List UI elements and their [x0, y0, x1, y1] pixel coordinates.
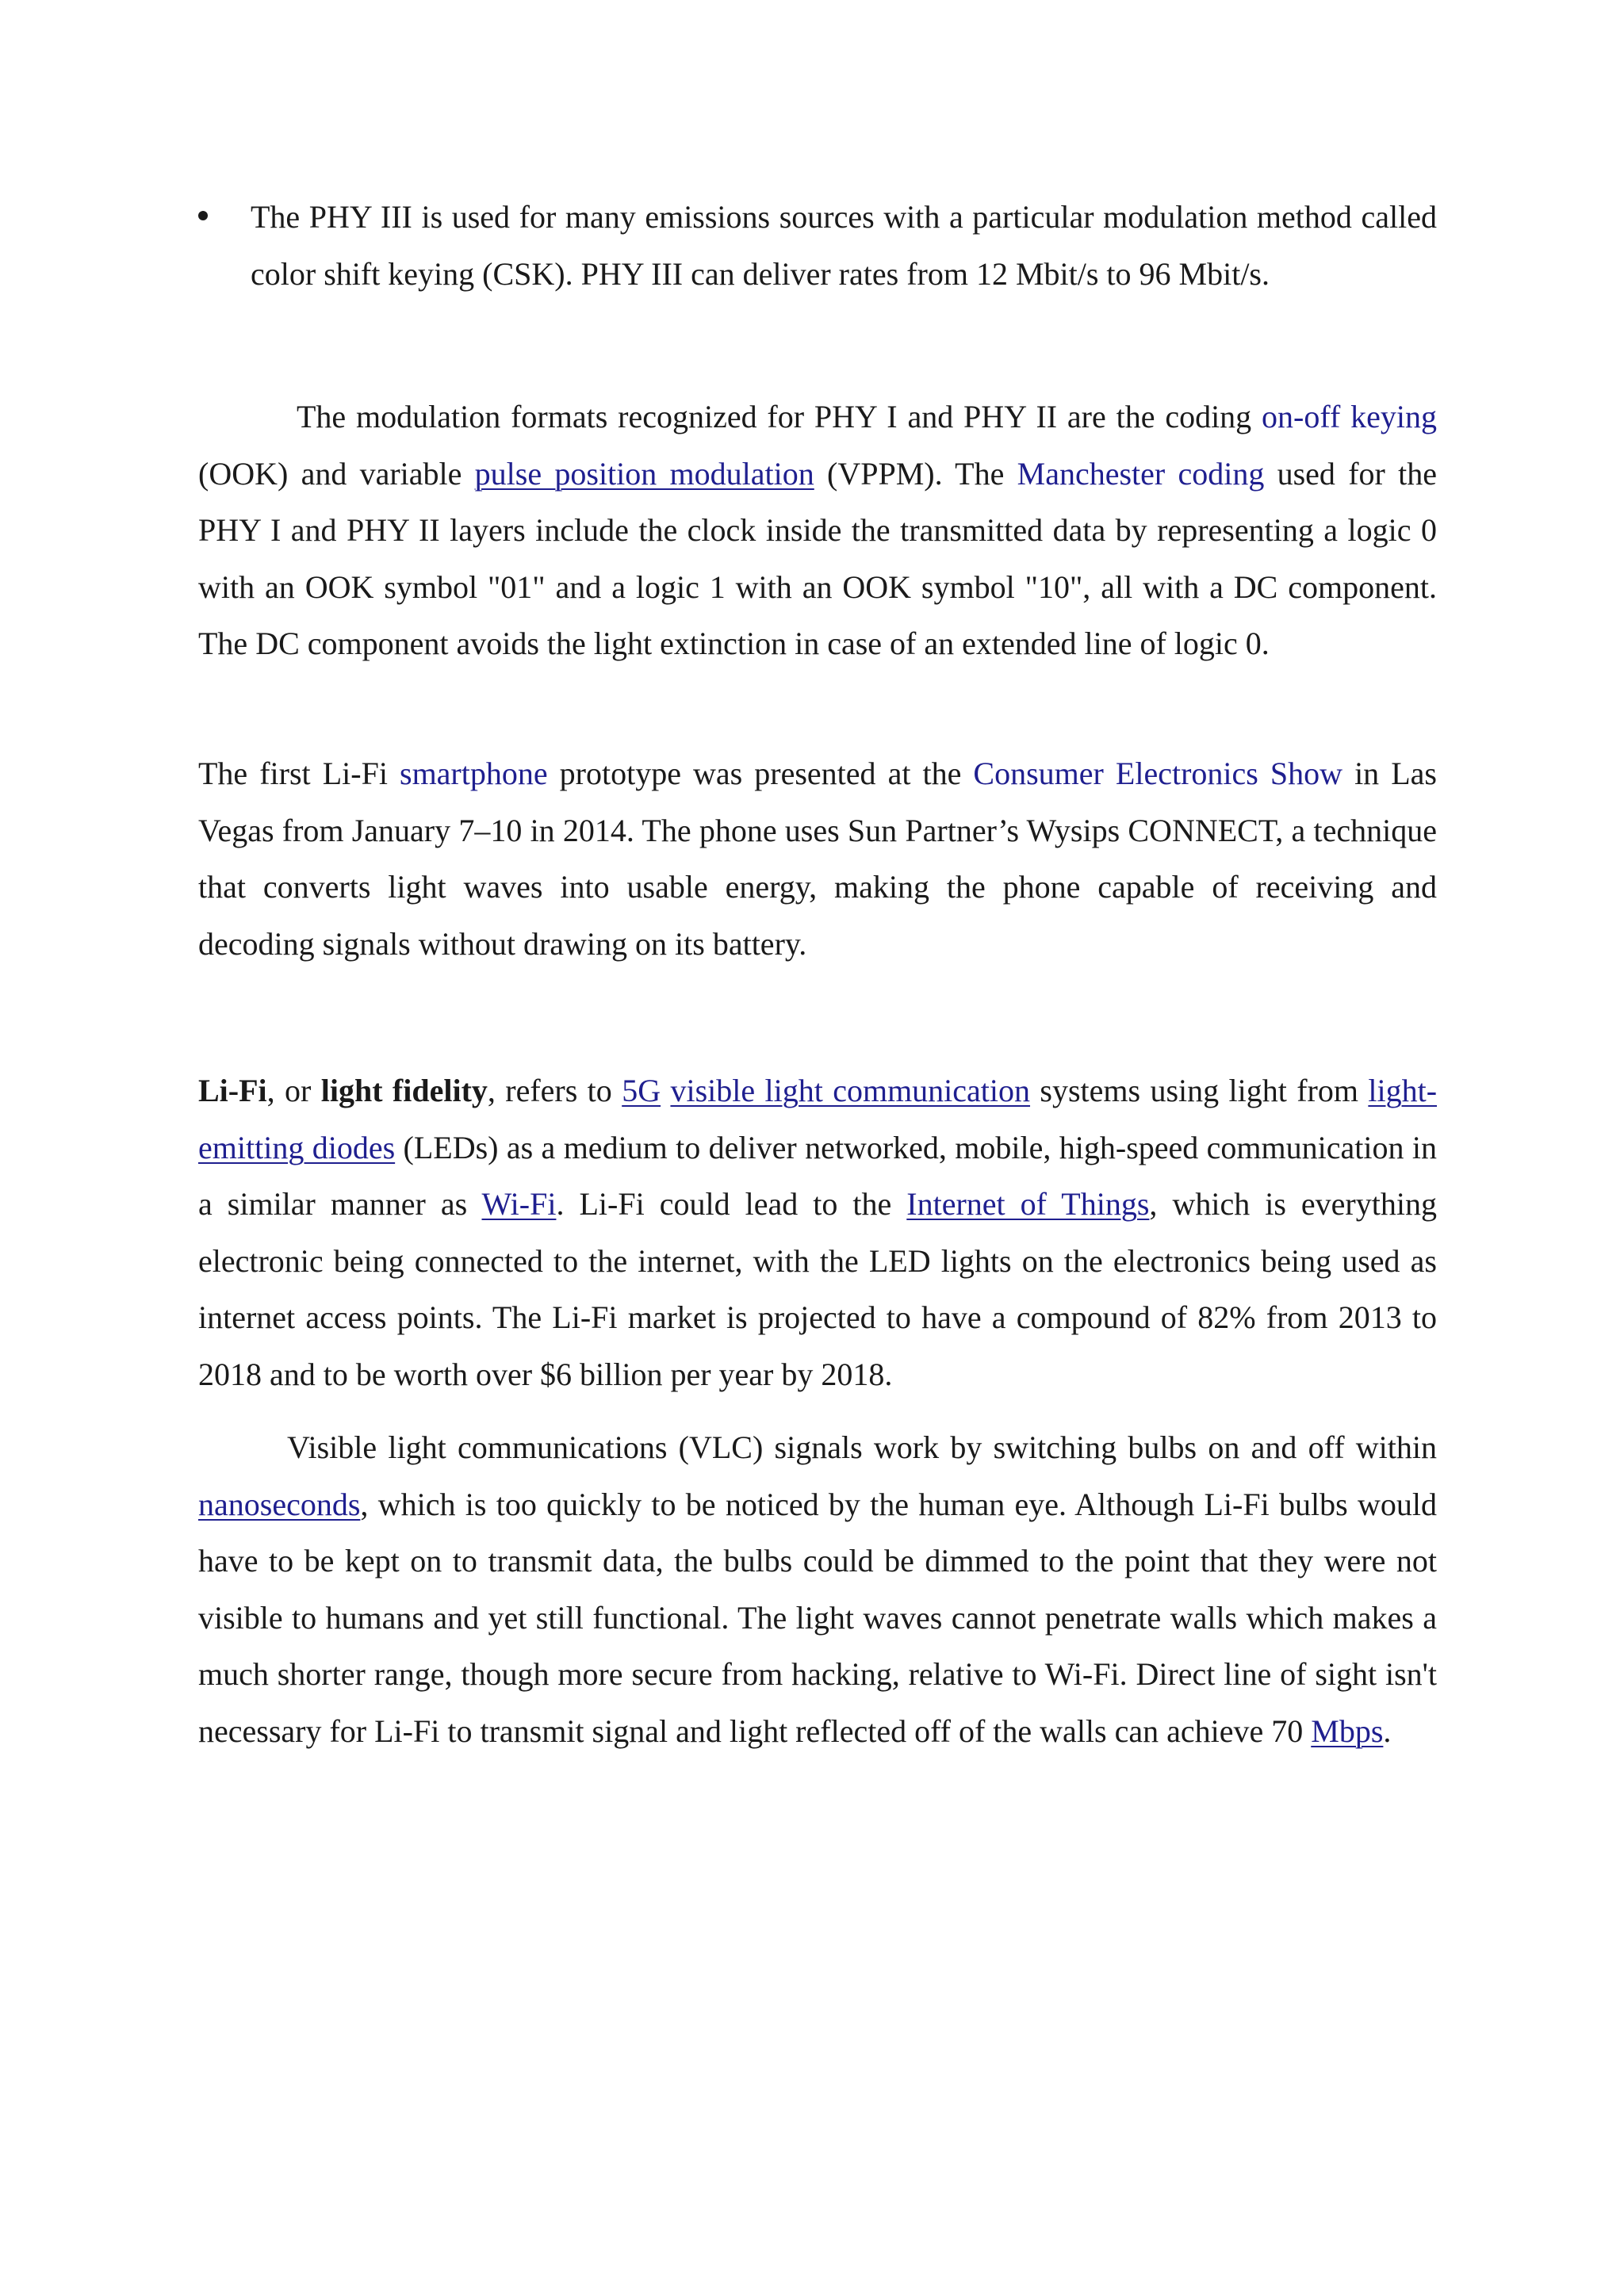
text-run: , or — [266, 1073, 321, 1108]
text-run — [661, 1073, 670, 1108]
bullet-icon — [198, 211, 208, 220]
text-run: . Li-Fi could lead to the — [556, 1186, 907, 1222]
link-consumer-electronics-show[interactable]: Consumer Electronics Show — [973, 756, 1343, 791]
text-run: (VPPM). The — [814, 455, 1017, 492]
bold-term-li-fi: Li-Fi — [198, 1073, 267, 1108]
text-run: (LEDs) as a medium to deliver networked, mobile, high-speed communication in a similar manner as — [198, 1129, 1437, 1222]
text-run: prototype was presented at the — [547, 756, 974, 791]
link-on-off-keying[interactable]: on-off keying — [1262, 399, 1437, 434]
text-run: , refers to — [487, 1073, 622, 1108]
link-pulse-position-modulation[interactable]: pulse position modulation — [474, 455, 814, 492]
paragraph-vlc-signals — [198, 1419, 1437, 1759]
link-wi-fi[interactable]: Wi-Fi — [481, 1186, 557, 1222]
paragraph-li-fi-definition — [198, 1062, 1437, 1402]
text-run: , which is too quickly to be noticed by the human eye. Although Li-Fi bulbs would have to be kept on to transmit data, the bulbs could be dimmed to the point that they were not visible to humans and yet still functional. The light waves cannot penetrate walls which makes a much shorter range, though more secure from hacking, relative to Wi-Fi. Direct line of sight isn't necessary for Li-Fi to transmit signal and light reflected off of the walls can achieve 70 — [198, 1486, 1437, 1749]
text-run: The modulation formats recognized for PHY I and PHY II are the coding — [297, 399, 1262, 434]
text-run: (OOK) and variable — [198, 455, 475, 492]
link-visible-light-communication[interactable]: visible light communication — [670, 1073, 1031, 1108]
link-light-emitting-diodes[interactable]: light-emitting diodes — [198, 1073, 1438, 1165]
text-run: systems using light from — [1030, 1073, 1369, 1108]
text-run: used for the PHY I and PHY II layers include the clock inside the transmitted data by representing a logic 0 with an OOK symbol "01" and a logic 1 with an OOK symbol "10", all with a DC component. The DC component avoids the light extinction in case of an extended line of logic 0. — [198, 455, 1437, 661]
link-smartphone[interactable]: smartphone — [400, 756, 548, 791]
text-run: , which is everything electronic being connected to the internet, with the LED lights on the electronics being used as internet access points. The Li-Fi market is projected to have a compound of 82% from 2013 to 2018 and to be worth over $6 billion per year by 2018. — [198, 1186, 1437, 1392]
text-run: The first Li-Fi — [198, 756, 400, 791]
link-5g[interactable]: 5G — [622, 1073, 661, 1108]
link-internet-of-things[interactable]: Internet of Things — [906, 1186, 1150, 1222]
link-manchester-coding[interactable]: Manchester coding — [1017, 455, 1265, 492]
link-nanoseconds[interactable]: nanoseconds — [198, 1486, 361, 1522]
text-run: . — [1383, 1712, 1392, 1749]
link-mbps[interactable]: Mbps — [1311, 1712, 1384, 1749]
text-run: Visible light communications (VLC) signals work by switching bulbs on and off within — [287, 1429, 1437, 1465]
bold-term-light-fidelity: light fidelity — [320, 1073, 488, 1108]
paragraph-smartphone — [198, 745, 1437, 972]
bullet-text: The PHY III is used for many emissions sources with a particular modulation method called color shift keying (CSK). PHY III can deliver rates from 12 Mbit/s to 96 Mbit/s. — [251, 199, 1437, 292]
text-run: in Las Vegas from January 7–10 in 2014. The phone uses Sun Partner’s Wysips CONNECT, a technique that converts light waves into usable energy, making the phone capable of receiving and decoding signals without drawing on its battery. — [198, 756, 1437, 962]
paragraph-modulation — [198, 388, 1437, 672]
